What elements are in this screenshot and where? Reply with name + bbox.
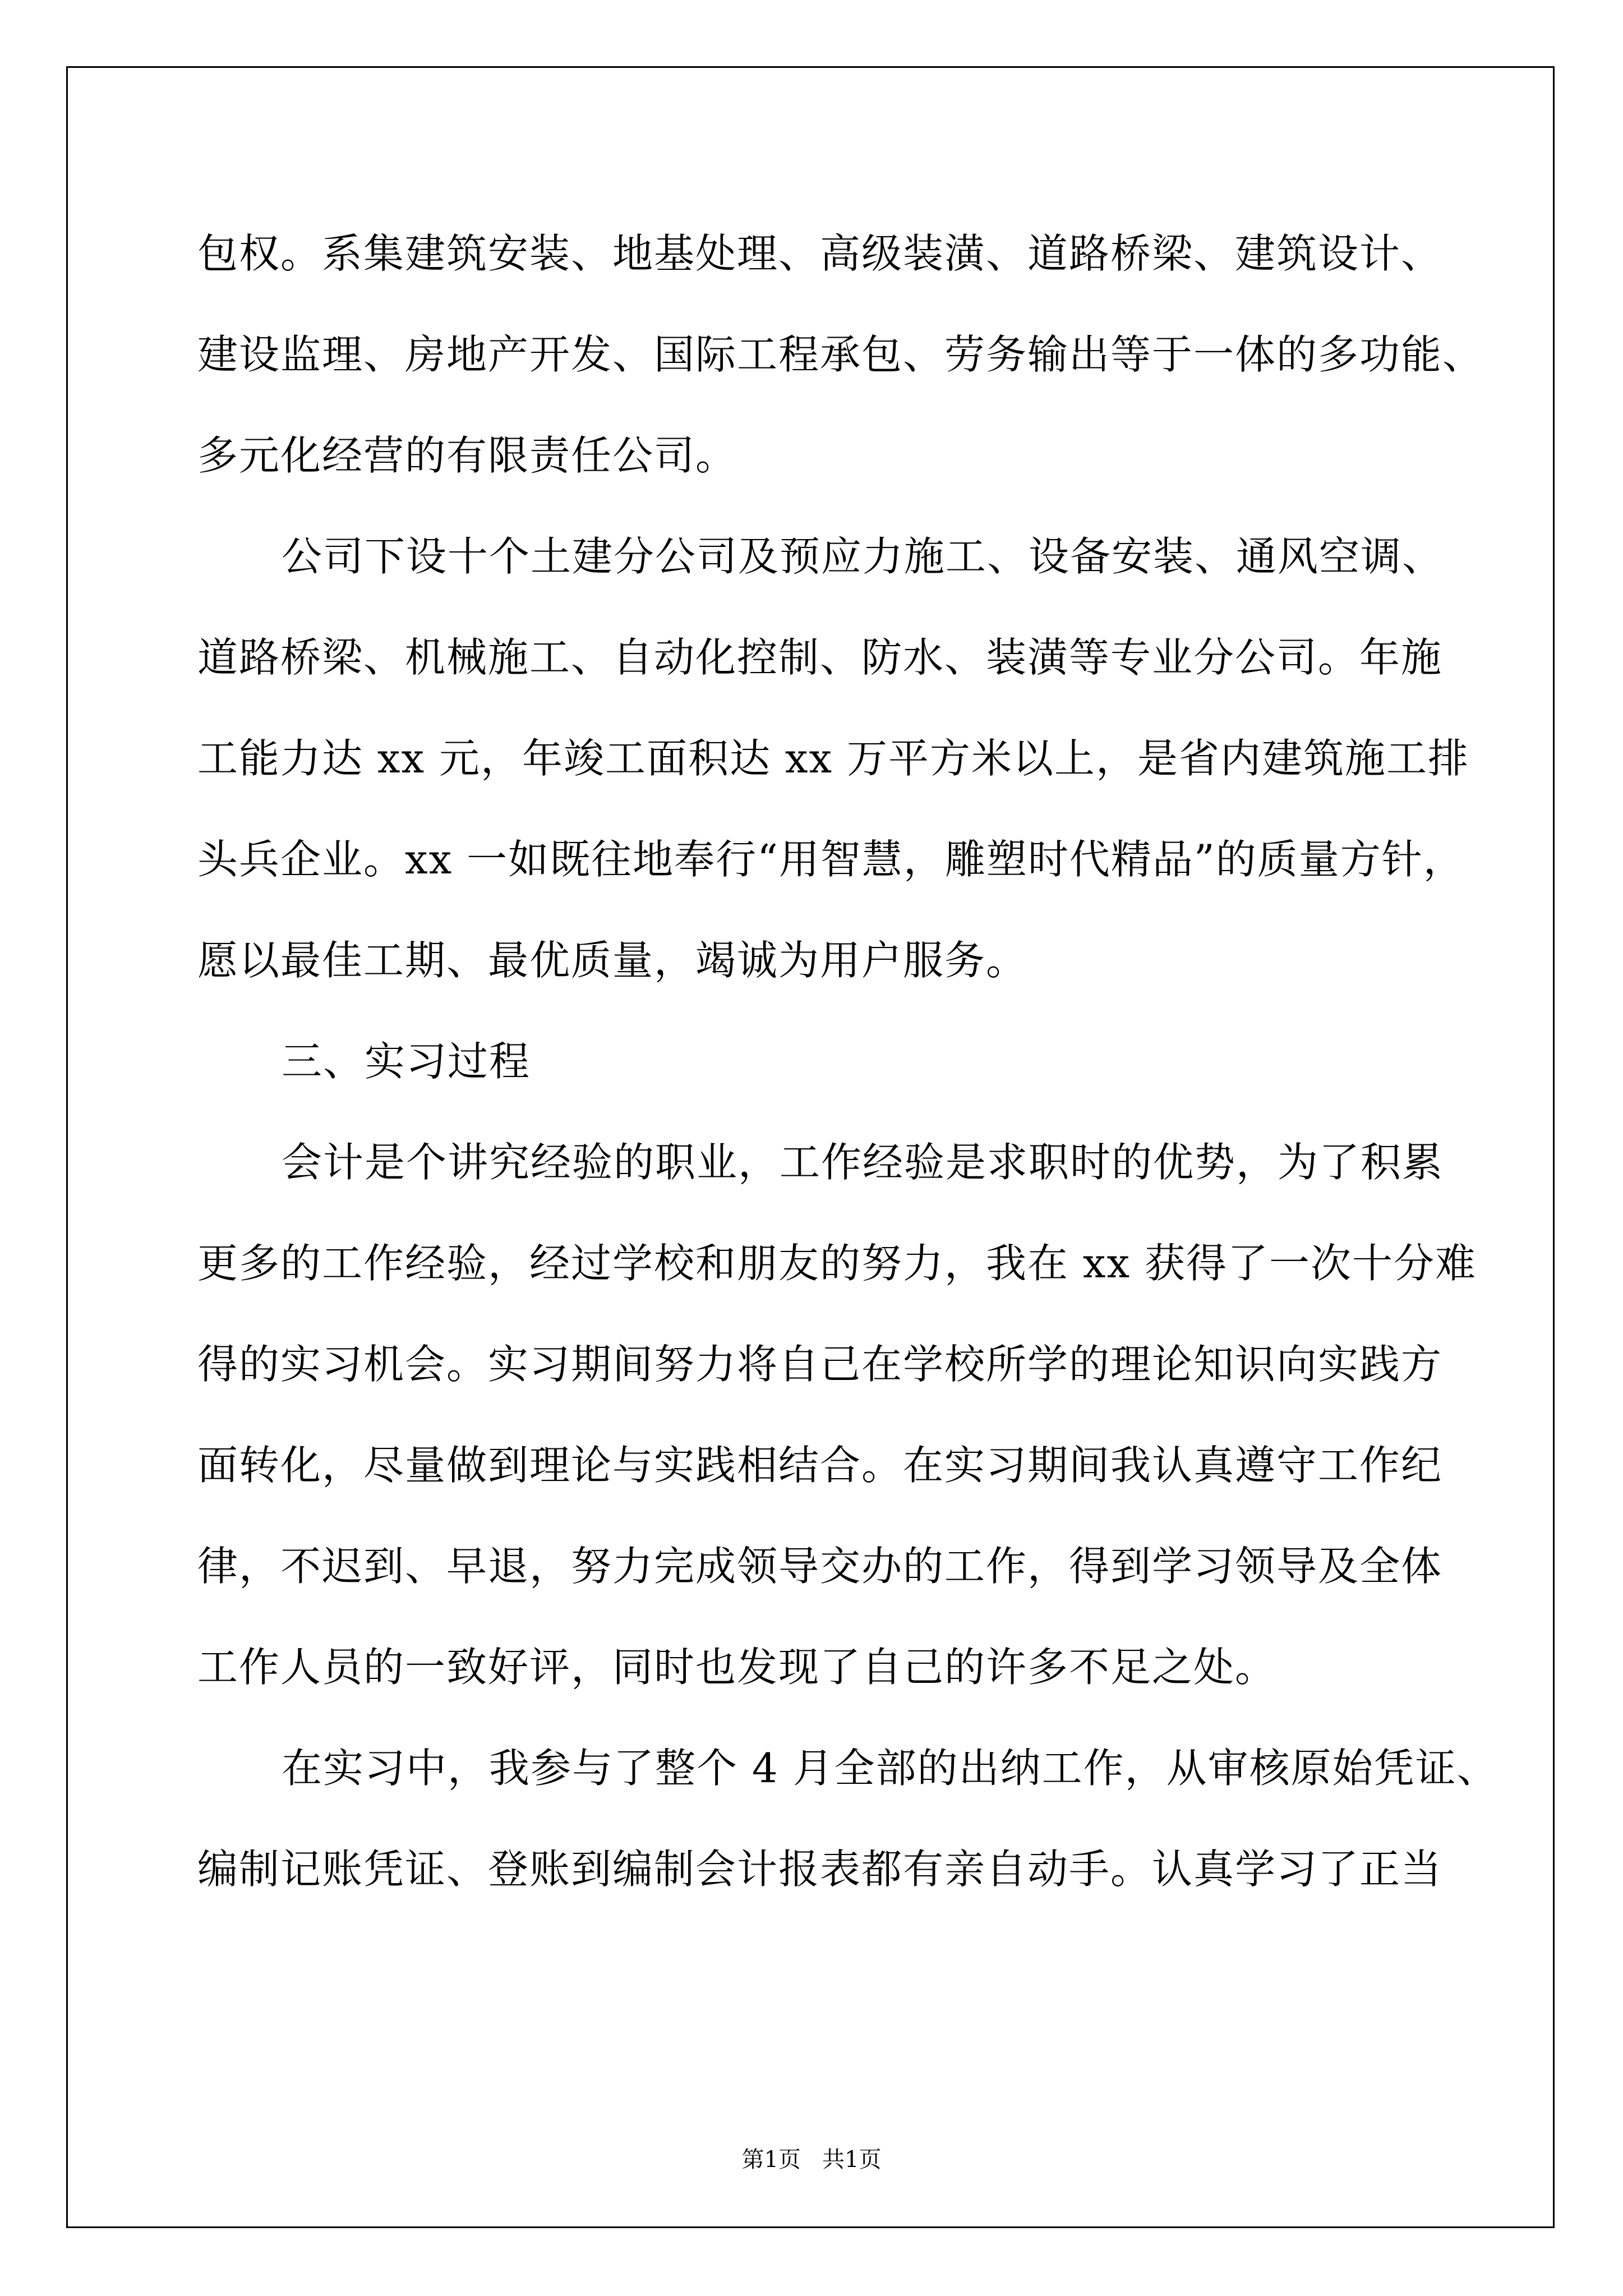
text-line: 会计是个讲究经验的职业，工作经验是求职时的优势，为了积累 <box>282 1139 1444 1186</box>
section-heading: 三、实习过程 <box>282 1038 531 1085</box>
text-line: 面转化，尽量做到理论与实践相结合。在实习期间我认真遵守工作纪 <box>197 1442 1443 1489</box>
text-line: 公司下设十个土建分公司及预应力施工、设备安装、通风空调、 <box>282 533 1444 580</box>
text-line: 头兵企业。xx 一如既往地奉行“用智慧，雕塑时代精品”的质量方针， <box>197 836 1465 883</box>
text-line: 工能力达 xx 元，年竣工面积达 xx 万平方米以上，是省内建筑施工排 <box>197 735 1469 782</box>
text-line: 在实习中，我参与了整个 4 月全部的出纳工作，从审核原始凭证、 <box>282 1745 1498 1792</box>
text-line: 律，不迟到、早退，努力完成领导交办的工作，得到学习领导及全体 <box>197 1543 1443 1590</box>
text-line: 编制记账凭证、登账到编制会计报表都有亲自动手。认真学习了正当 <box>197 1846 1443 1893</box>
text-line: 更多的工作经验，经过学校和朋友的努力，我在 xx 获得了一次十分难 <box>197 1240 1477 1287</box>
text-line: 建设监理、房地产开发、国际工程承包、劳务输出等于一体的多功能、 <box>197 331 1484 378</box>
page-number-footer: 第1页 共1页 <box>741 2147 882 2173</box>
text-line: 愿以最佳工期、最优质量，竭诚为用户服务。 <box>197 937 1028 984</box>
text-line: 得的实习机会。实习期间努力将自己在学校所学的理论知识向实践方 <box>197 1341 1443 1388</box>
text-line: 工作人员的一致好评，同时也发现了自己的许多不足之处。 <box>197 1644 1277 1691</box>
text-line: 多元化经营的有限责任公司。 <box>197 432 737 479</box>
text-line: 包权。系集建筑安装、地基处理、高级装潢、道路桥梁、建筑设计、 <box>197 230 1443 277</box>
text-line: 道路桥梁、机械施工、自动化控制、防水、装潢等专业分公司。年施 <box>197 634 1443 681</box>
document-body <box>197 203 1498 1920</box>
